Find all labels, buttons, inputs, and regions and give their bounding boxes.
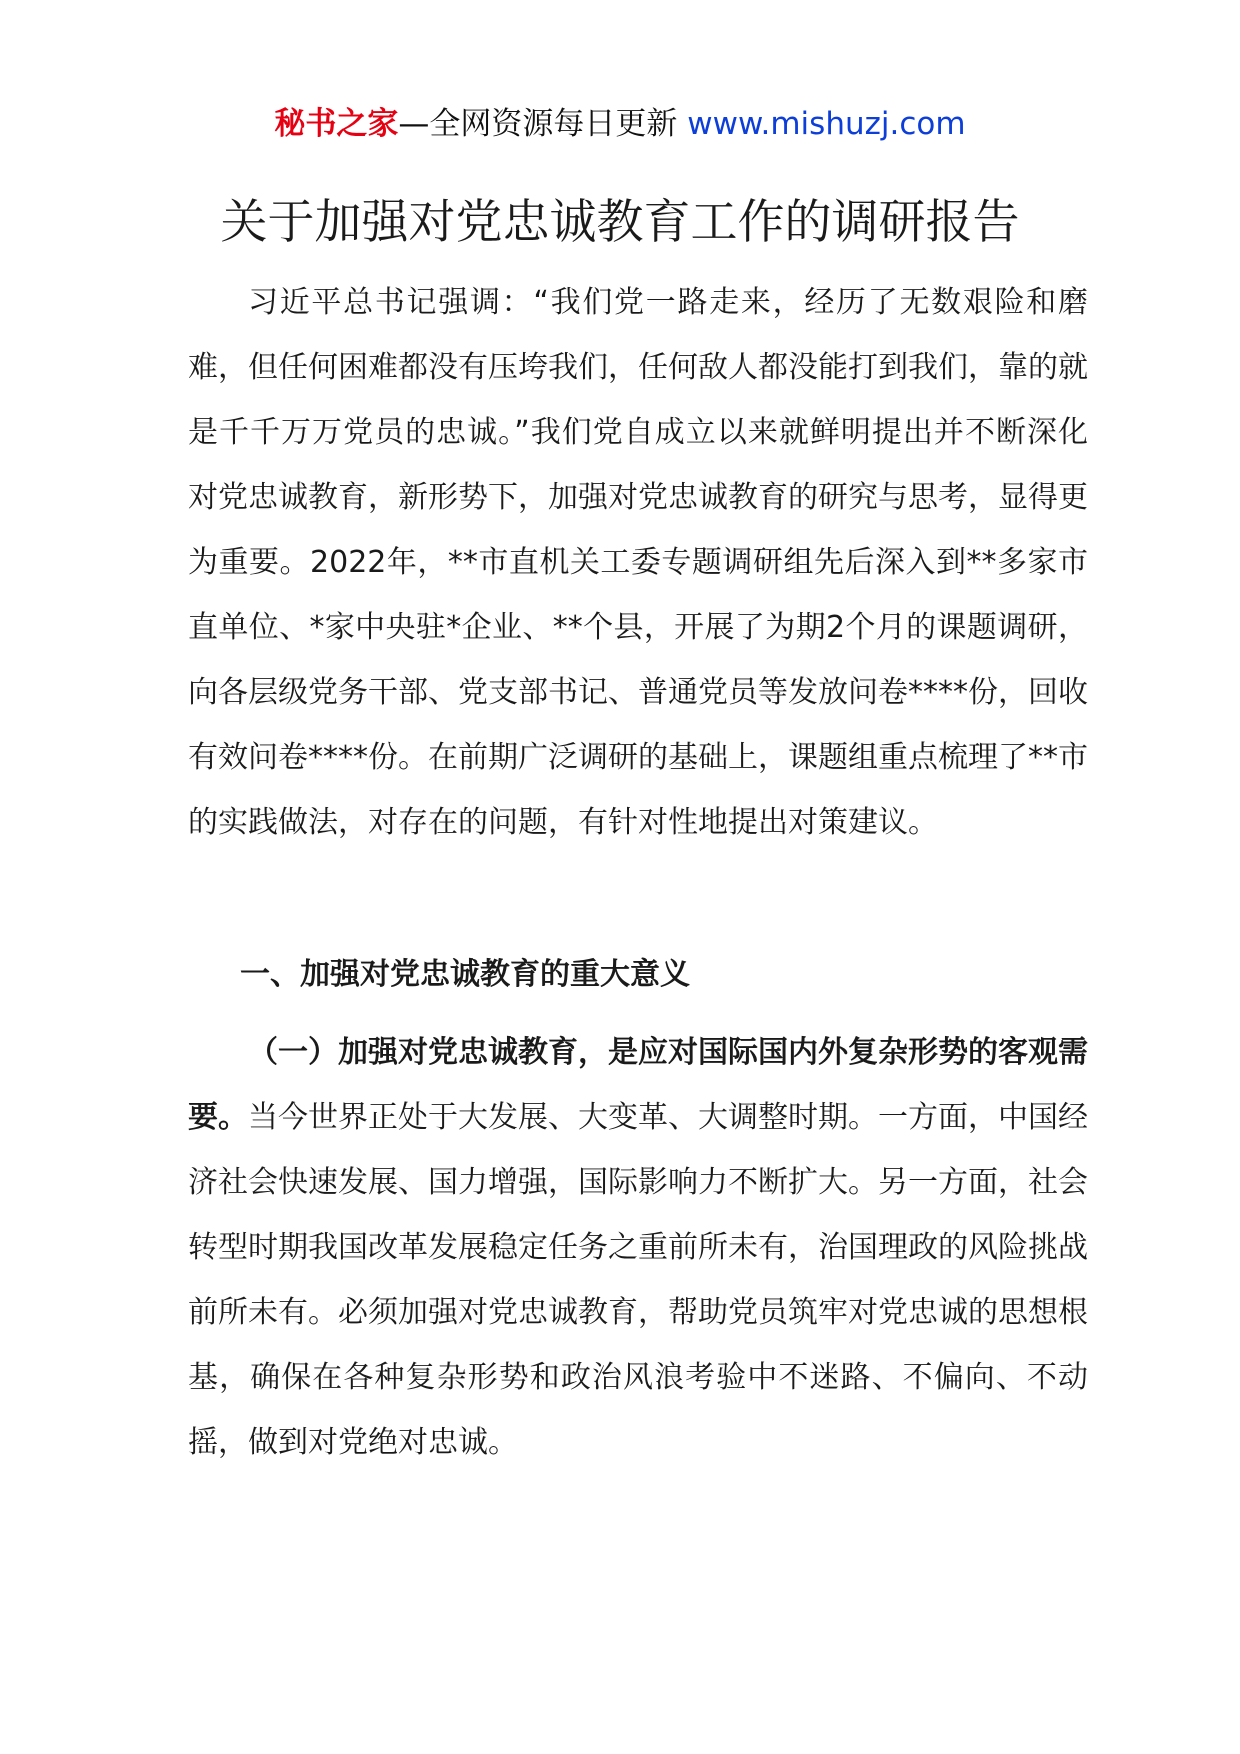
intro-paragraph: 习近平总书记强调：“我们党一路走来，经历了无数艰险和磨难，但任何困难都没有压垮我们，任何敌人都没能打到我们，靠的就是千千万万党员的忠诚。”我们党自成立以来就鲜明提出并不断深化对党忠诚教育，新形势下，加强对党忠诚教育的研究与思考，显得更为重要。2022年，**市直机关工委专题调研组先后深入到**多家市直单位、*家中央驻*企业、**个县，开展了为期2个月的课题调研，向各层级党务干部、党支部书记、普通党员等发放问卷****份，回收有效问卷****份。在前期广泛调研的基础上，课题组重点梳理了**市的实践做法，对存在的问题，有针对性地提出对策建议。 (188, 285, 1088, 840)
site-header (0, 100, 1240, 148)
subsection-text: 当今世界正处于大发展、大变革、大调整时期。一方面，中国经济社会快速发展、国力增强，国际影响力不断扩大。另一方面，社会转型时期我国改革发展稳定任务之重前所未有，治国理政的风险挑战前所未有。必须加强对党忠诚教育，帮助党员筑牢对党忠诚的思想根基，确保在各种复杂形势和政治风浪考验中不迷路、不偏向、不动摇，做到对党绝对忠诚。 (188, 1100, 1088, 1460)
site-brand: 秘书之家 (274, 106, 399, 142)
section-heading: 一、加强对党忠诚教育的重大意义 (240, 957, 690, 992)
subsection-paragraph (188, 1020, 1088, 1475)
site-url-link[interactable]: www.mishuzj.com (687, 106, 966, 142)
subsection-lead: （一）加强对党忠诚教育，是应对国际国内外复杂形势的客观需要。 (188, 1035, 1088, 1135)
document-title: 关于加强对党忠诚教育工作的调研报告 (220, 195, 1020, 250)
site-slogan: —全网资源每日更新 (398, 106, 678, 142)
intro-section (188, 270, 1088, 855)
subsection-one (188, 1020, 1088, 1475)
